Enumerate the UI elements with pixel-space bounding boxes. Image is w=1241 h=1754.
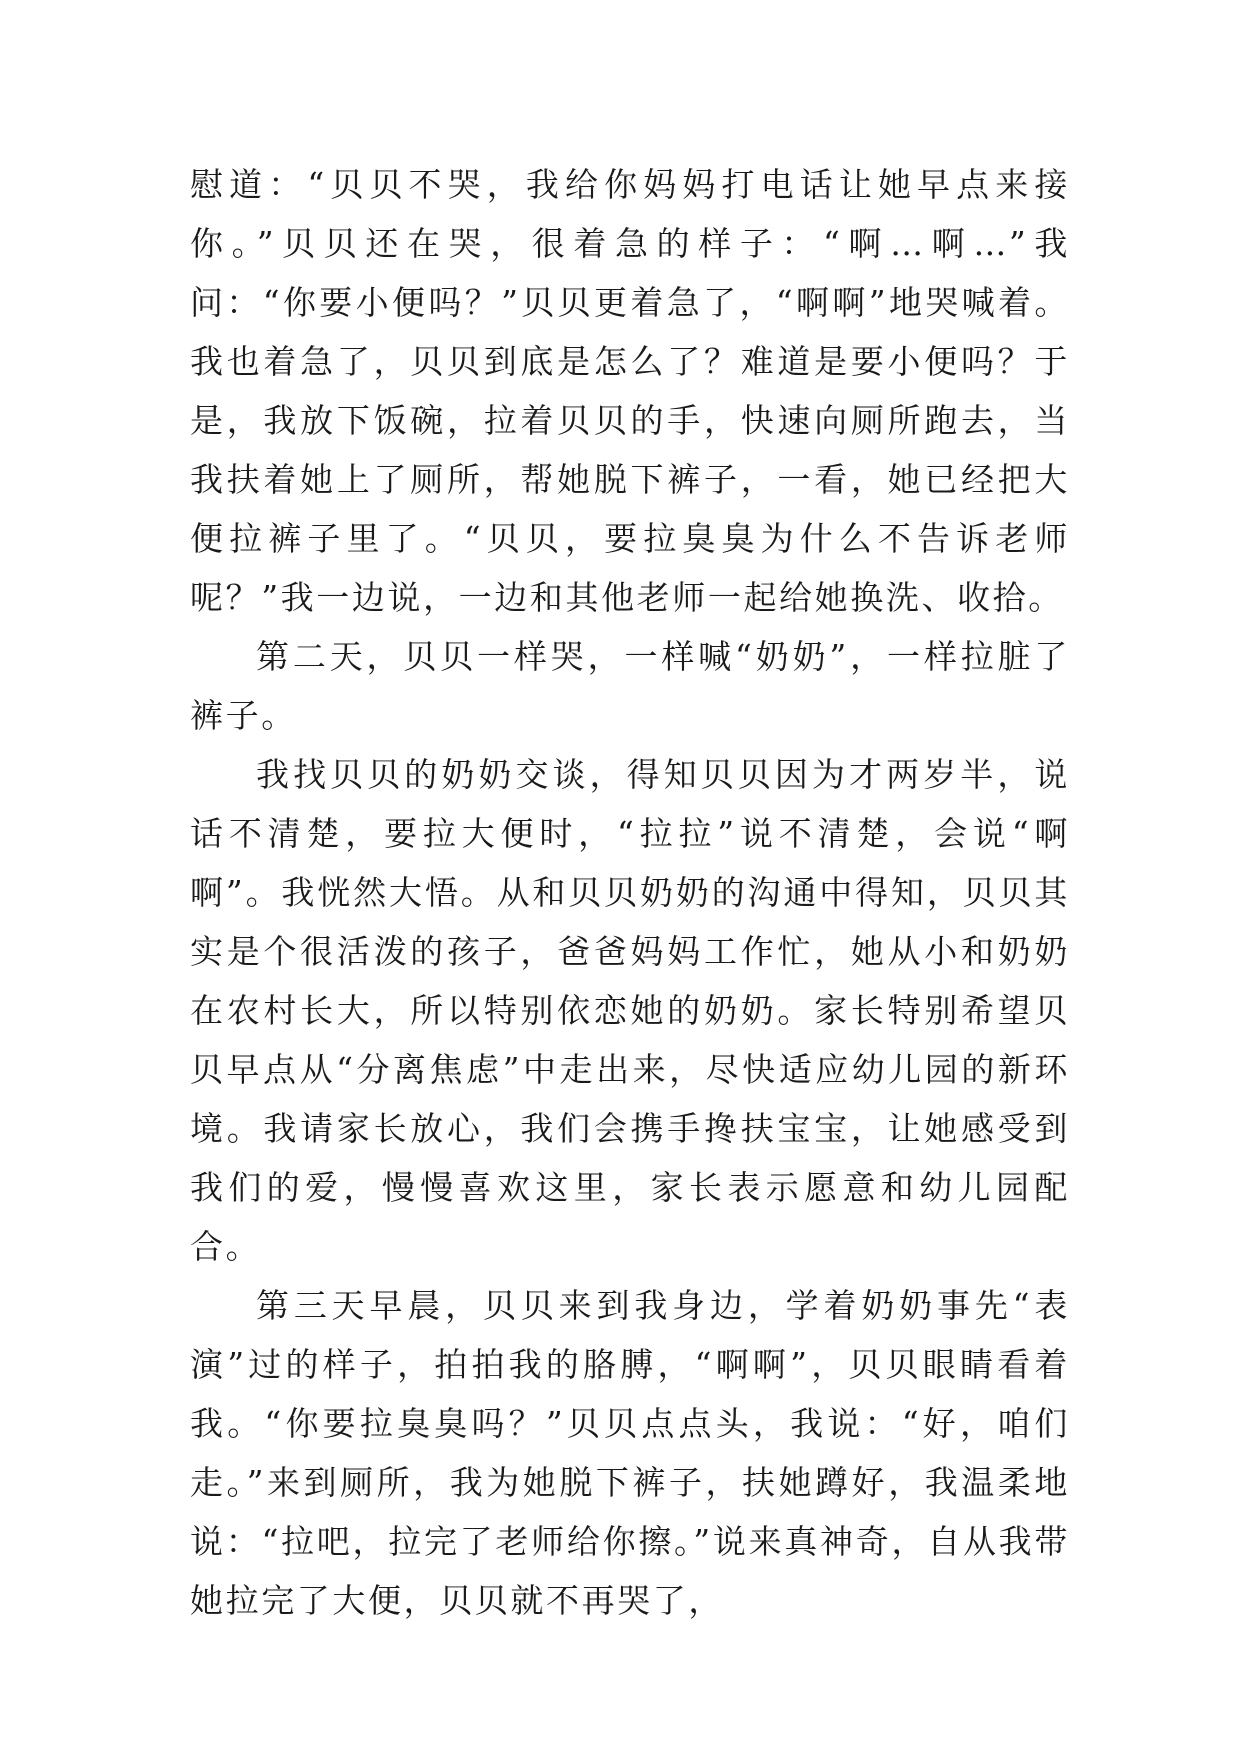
body-text (190, 155, 1070, 1630)
paragraph-talk-with-grandma: 我找贝贝的奶奶交谈，得知贝贝因为才两岁半，说话不清楚，要拉大便时，“拉拉”说不清楚，会说“啊啊”。我恍然大悟。从和贝贝奶奶的沟通中得知，贝贝其实是个很活泼的孩子，爸爸妈妈工作忙，她从小和奶奶在农村长大，所以特别依恋她的奶奶。家长特别希望贝贝早点从“分离焦虑”中走出来，尽快适应幼儿园的新环境。我请家长放心，我们会携手搀扶宝宝，让她感受到我们的爱，慢慢喜欢这里，家长表示愿意和幼儿园配合。 (190, 755, 1070, 1266)
paragraph-day-two: 第二天，贝贝一样哭，一样喊“奶奶”，一样拉脏了裤子。 (190, 637, 1070, 735)
paragraph-day-three: 第三天早晨，贝贝来到我身边，学着奶奶事先“表演”过的样子，拍拍我的胳膊，“啊啊”，贝贝眼睛看着我。“你要拉臭臭吗？”贝贝点点头，我说：“好，咱们走。”来到厕所，我为她脱下裤子，扶她蹲好，我温柔地说：“拉吧，拉完了老师给你擦。”说来真神奇，自从我带她拉完了大便，贝贝就不再哭了， (190, 1286, 1070, 1620)
paragraph-continued: 慰道：“贝贝不哭，我给你妈妈打电话让她早点来接你。”贝贝还在哭，很着急的样子：“啊…啊…”我问：“你要小便吗？”贝贝更着急了，“啊啊”地哭喊着。我也着急了，贝贝到底是怎么了？难道是要小便吗？于是，我放下饭碗，拉着贝贝的手，快速向厕所跑去，当我扶着她上了厕所，帮她脱下裤子，一看，她已经把大便拉裤子里了。“贝贝，要拉臭臭为什么不告诉老师呢？”我一边说，一边和其他老师一起给她换洗、收拾。 (190, 165, 1070, 617)
